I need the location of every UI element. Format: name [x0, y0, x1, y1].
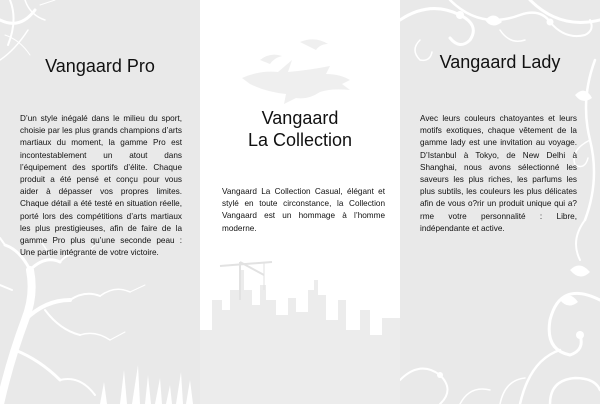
collection-title-line1: Vangaard — [261, 108, 339, 128]
collection-title — [200, 107, 400, 151]
pro-description: D’un style inégalé dans le milieu du sport, choisie par les plus grands champions d’arts martiaux du moment, la gamme Pro est incontestablement un atout dans l’équipement des sportifs d’élite. Chaque produit a été pensé et conçu pour vous aider à dépasser vos propres limites. Chaque détail a été testé en situation réelle, porté lors des compétitions d’arts martiaux les plus prestigieuses, afin de faire de la gamme Pro plus qu’une seconde peau : Une partie intégrante de votre victoire. — [20, 114, 182, 258]
panel-vangaard-pro — [0, 0, 200, 404]
lady-title: Vangaard Lady — [439, 52, 561, 72]
city-skyline-icon — [200, 270, 400, 404]
lady-description: Avec leurs couleurs chatoyantes et leurs motifs exotiques, chaque vêtement de la gamme lady est une invitation au voyage. D’Istanbul à Tokyo, de New Delhi à Shanghai, nous avons sélectionné les saveurs les plus riches, les parfums les plus subtils, les couleurs les plus délicates afin de vous o?rir un produit unique qui a?rme votre personnalité : Libre, indépendante et active. — [420, 114, 577, 233]
collection-title-line2: La Collection — [247, 130, 353, 150]
panel-vangaard-collection — [200, 0, 400, 404]
panel-vangaard-lady — [400, 0, 600, 404]
dragon-logo-icon — [242, 39, 350, 104]
collection-description: Vangaard La Collection Casual, élégant et stylé en toute circonstance, la Collection Vangaard est un hommage à l’homme moderne. — [222, 187, 385, 233]
pro-title: Vangaard Pro — [45, 56, 155, 76]
